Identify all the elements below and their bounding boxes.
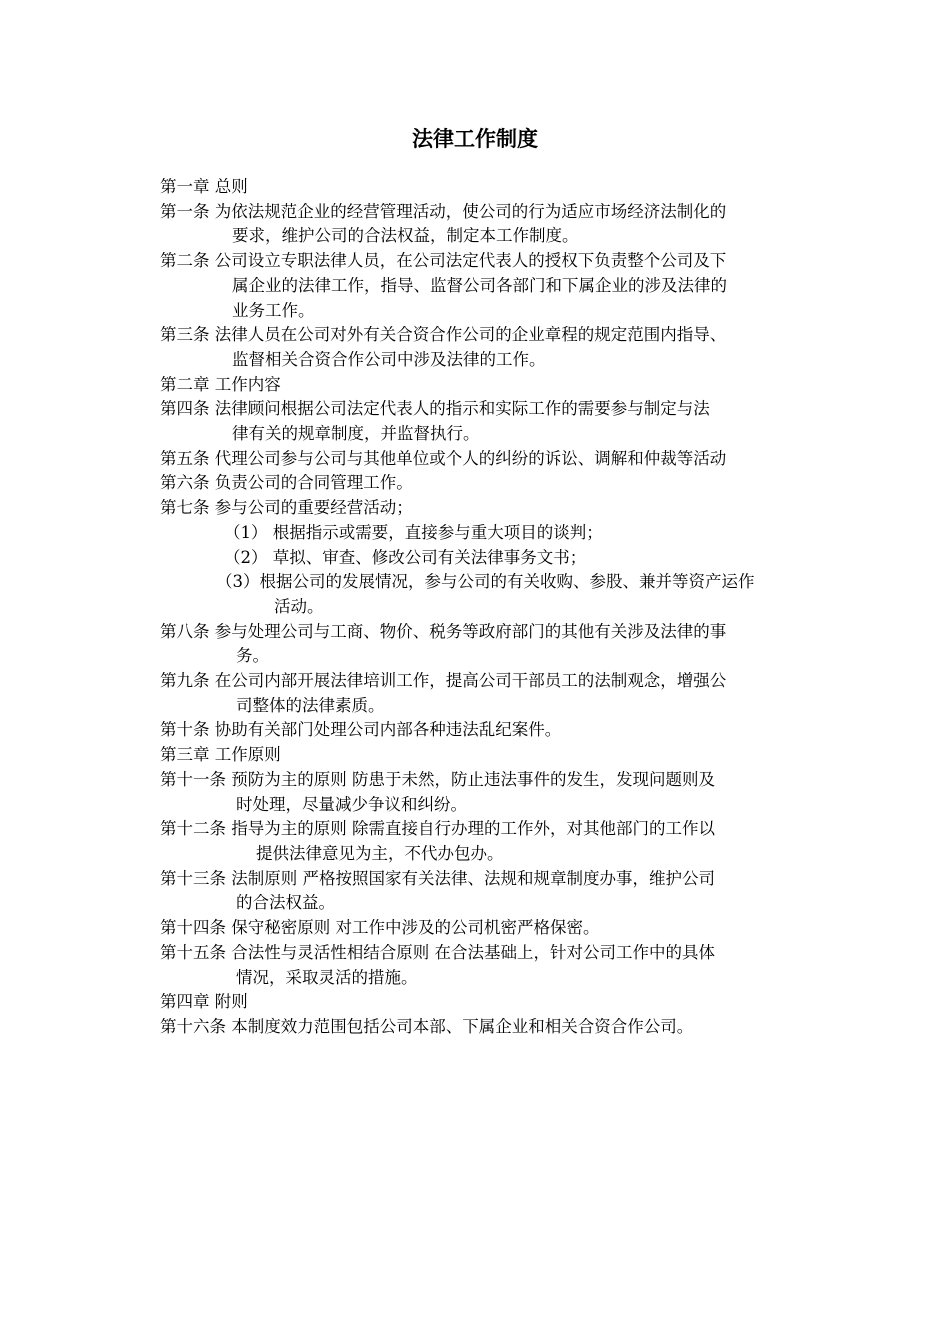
article-5: 第五条 代理公司参与公司与其他单位或个人的纠纷的诉讼、调解和仲裁等活动 xyxy=(160,448,727,468)
article-10: 第十条 协助有关部门处理公司内部各种违法乱纪案件。 xyxy=(160,720,562,740)
chapter-heading: 第三章 工作原则 xyxy=(160,745,281,765)
document-title: 法律工作制度 xyxy=(412,127,538,151)
list-item: （3）根据公司的发展情况，参与公司的有关收购、参股、兼并等资产运作 xyxy=(216,572,755,592)
article-11: 第十一条 预防为主的原则 防患于未然，防止违法事件的发生，发现问题则及 xyxy=(160,769,715,789)
chapter-heading: 第一章 总则 xyxy=(160,177,248,196)
article-16: 第十六条 本制度效力范围包括公司本部、下属企业和相关合资合作公司。 xyxy=(160,1016,694,1036)
article-3-cont: 监督相关合资合作公司中涉及法律的工作。 xyxy=(232,349,546,369)
article-8: 第八条 参与处理公司与工商、物价、税务等政府部门的其他有关涉及法律的事 xyxy=(160,621,727,641)
list-item-cont: 活动。 xyxy=(274,596,324,616)
article-3: 第三条 法律人员在公司对外有关合资合作公司的企业章程的规定范围内指导、 xyxy=(160,325,727,345)
article-2-cont: 业务工作。 xyxy=(232,300,315,320)
article-7: 第七条 参与公司的重要经营活动； xyxy=(160,498,413,518)
article-4-cont: 律有关的规章制度，并监督执行。 xyxy=(232,424,480,444)
article-12: 第十二条 指导为主的原则 除需直接自行办理的工作外，对其他部门的工作以 xyxy=(160,819,715,839)
article-6: 第六条 负责公司的合同管理工作。 xyxy=(160,473,413,493)
article-15-cont: 情况，采取灵活的措施。 xyxy=(236,967,418,987)
article-9-cont: 司整体的法律素质。 xyxy=(236,695,385,715)
article-11-cont: 时处理，尽量减少争议和纠纷。 xyxy=(236,794,467,814)
article-2-cont: 属企业的法律工作，指导、监督公司各部门和下属企业的涉及法律的 xyxy=(232,275,727,295)
article-13: 第十三条 法制原则 严格按照国家有关法律、法规和规章制度办事，维护公司 xyxy=(160,868,715,888)
article-4: 第四条 法律顾问根据公司法定代表人的指示和实际工作的需要参与制定与法 xyxy=(160,399,710,419)
article-1-cont: 要求，维护公司的合法权益，制定本工作制度。 xyxy=(232,226,579,246)
list-item: （2） 草拟、审查、修改公司有关法律事务文书； xyxy=(224,547,587,567)
article-1: 第一条 为依法规范企业的经营管理活动，使公司的行为适应市场经济法制化的 xyxy=(160,201,727,221)
article-13-cont: 的合法权益。 xyxy=(236,893,335,913)
document-body xyxy=(160,175,812,1040)
article-8-cont: 务。 xyxy=(236,646,269,666)
list-item: （1） 根据指示或需要，直接参与重大项目的谈判； xyxy=(224,522,603,542)
chapter-heading: 第四章 附则 xyxy=(160,992,248,1012)
article-14: 第十四条 保守秘密原则 对工作中涉及的公司机密严格保密。 xyxy=(160,918,600,938)
article-2: 第二条 公司设立专职法律人员，在公司法定代表人的授权下负责整个公司及下 xyxy=(160,251,727,271)
article-12-cont: 提供法律意见为主，不代办包办。 xyxy=(256,843,504,863)
chapter-heading: 第二章 工作内容 xyxy=(160,374,281,394)
article-15: 第十五条 合法性与灵活性相结合原则 在合法基础上，针对公司工作中的具体 xyxy=(160,942,715,962)
article-9: 第九条 在公司内部开展法律培训工作，提高公司干部员工的法制观念，增强公 xyxy=(160,671,727,691)
